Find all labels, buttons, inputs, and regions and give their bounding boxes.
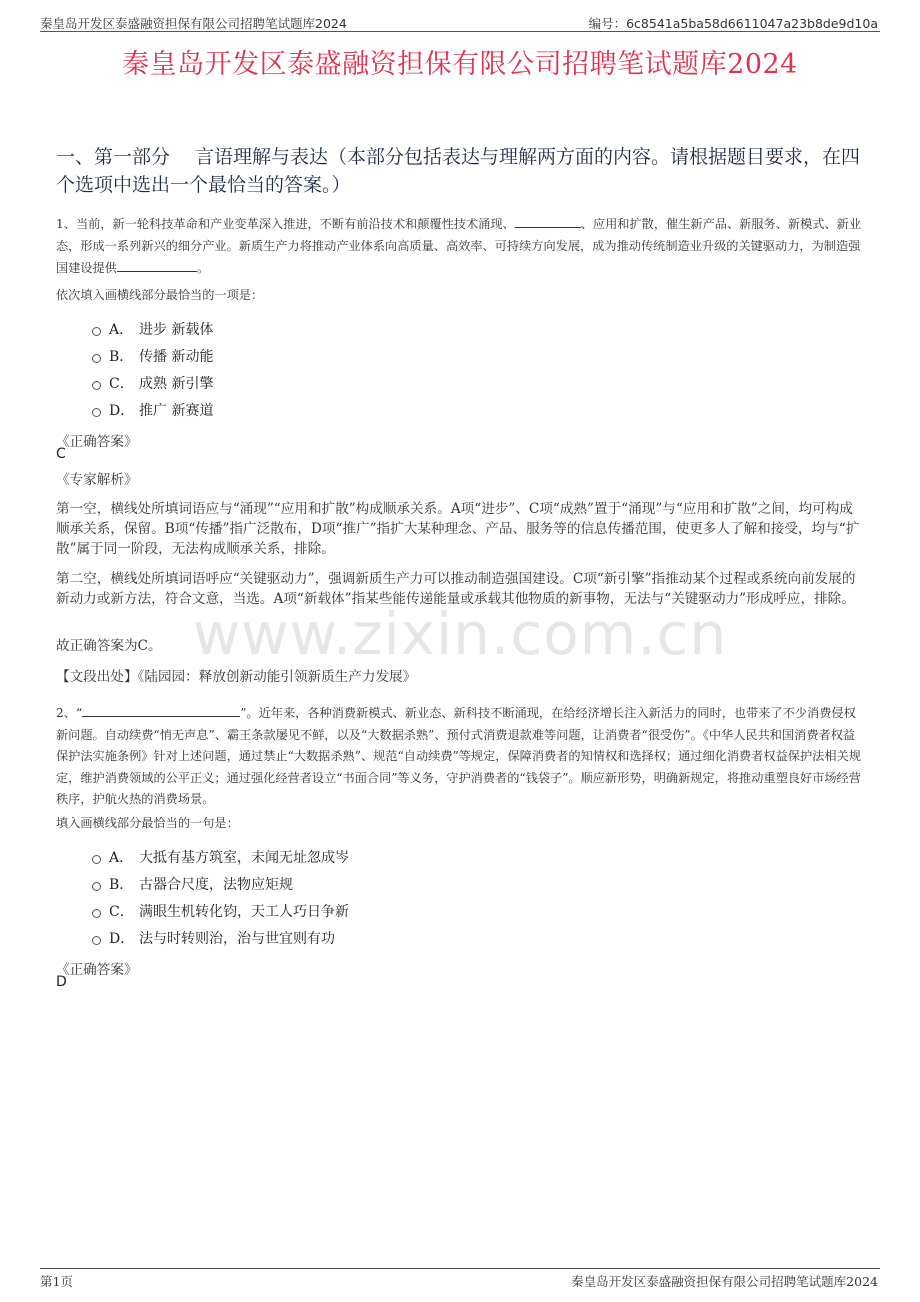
option-letter: C． [109, 375, 134, 392]
question-2-text-part-b: ”。近年来，各种消费新模式、新业态、新科技不断涌现，在给经济增长注入新活力的同时，也带来了不少消费侵权新问题。自动续费“悄无声息”、霸王条款屡见不鲜，以及“大数据杀熟”、预付式消费退款难等问题，让消费者“很受伤”。《中华人民共和国消费者权益保护法实施条例》针对上述问题，通过禁止“大数据杀熟”、规范“自动续费”等规定，保障消费者的知情权和选择权；通过细化消费者权益保护法相关规定，维护消费领域的公平正义；通过强化经营者设立“书面合同”等义务，守护消费者的“钱袋子”。顺应新形势，明确新规定，将推动重塑良好市场经营秩序，护航火热的消费场景。 [56, 706, 861, 806]
option-letter: B． [109, 348, 134, 365]
page-title: 秦皇岛开发区泰盛融资担保有限公司招聘笔试题库2024 [122, 49, 798, 80]
question-2-option-a[interactable] [92, 843, 349, 870]
option-text: 大抵有基方筑室，未闻无址忽成岑 [139, 849, 349, 866]
header-doc-title: 秦皇岛开发区泰盛融资担保有限公司招聘笔试题库2024 [40, 16, 347, 31]
option-text: 进步 新载体 [139, 321, 214, 338]
question-1-answer-label: 《正确答案》 [56, 434, 138, 450]
question-1-conclusion: 故正确答案为C。 [56, 638, 162, 654]
option-letter: A． [109, 321, 134, 338]
option-text: 古器合尺度，法物应矩规 [139, 876, 293, 893]
option-text: 满眼生机转化钧，天工人巧日争新 [139, 903, 349, 920]
question-1-option-d[interactable] [92, 396, 213, 423]
option-text: 法与时转则治，治与世宜则有功 [139, 930, 335, 947]
option-text: 传播 新动能 [139, 348, 214, 365]
option-letter: D． [109, 930, 135, 947]
option-text: 成熟 新引擎 [139, 375, 214, 392]
question-1-blank-2 [117, 257, 197, 272]
radio-icon[interactable] [92, 909, 101, 918]
radio-icon[interactable] [92, 381, 101, 390]
question-1-text-part-a: 1、当前，新一轮科技革命和产业变革深入推进，不断有前沿技术和颠覆性技术涌现、 [56, 217, 515, 231]
question-2-blank [82, 702, 240, 717]
question-1-instruction: 依次填入画横线部分最恰当的一项是： [56, 288, 264, 302]
question-2-answer-label: 《正确答案》 [56, 962, 138, 978]
radio-icon[interactable] [92, 936, 101, 945]
question-1-options [92, 315, 213, 423]
question-1-text [56, 213, 864, 280]
question-1-source: 【文段出处】《陆园园：释放创新动能引领新质生产力发展》 [56, 669, 417, 685]
radio-icon[interactable] [92, 327, 101, 336]
option-letter: D． [109, 402, 135, 419]
option-letter: A． [109, 849, 134, 866]
question-2-option-c[interactable] [92, 897, 349, 924]
question-1-option-c[interactable] [92, 369, 213, 396]
footer-doc-title: 秦皇岛开发区泰盛融资担保有限公司招聘笔试题库2024 [571, 1274, 878, 1289]
footer-page-number: 第1页 [40, 1274, 73, 1289]
radio-icon[interactable] [92, 354, 101, 363]
section-heading: 一、第一部分 言语理解与表达（本部分包括表达与理解两方面的内容。请根据题目要求，在四个选项中选出一个最恰当的答案。） [56, 146, 861, 196]
question-1-text-part-b: 、应用和扩散，催生新产品、新服务、新模式、新业态，形成一系列新兴的细分产业。新质生产力将推动产业体系向高质量、高效率、可持续方向发展，成为推动传统制造业升级的关键驱动力，为制造强国建设提供 [56, 217, 862, 275]
question-1-option-a[interactable] [92, 315, 213, 342]
header-doc-id: 编号：6c8541a5ba58d6611047a23b8de9d10a [588, 16, 878, 31]
question-1-analysis-1: 第一空，横线处所填词语应与“涌现”“应用和扩散”构成顺承关系。A项“进步”、C项“成熟”置于“涌现”与“应用和扩散”之间，均可构成顺承关系，保留。B项“传播”指广泛散布，D项“推广”指扩大某种理念、产品、服务等的信息传播范围，使更多人了解和接受，均与“扩散”属于同一阶段，无法构成顺承关系，排除。 [56, 501, 860, 557]
question-1-option-b[interactable] [92, 342, 213, 369]
page-header [0, 0, 920, 30]
question-2-option-d[interactable] [92, 924, 349, 951]
footer-divider [40, 1268, 880, 1269]
option-letter: B． [109, 876, 134, 893]
watermark: www.zixin.com.cn [192, 600, 728, 668]
radio-icon[interactable] [92, 882, 101, 891]
question-1-analysis-2: 第二空，横线处所填词语呼应“关键驱动力”，强调新质生产力可以推动制造强国建设。C项“新引擎”指推动某个过程或系统向前发展的新动力或新方法，符合文意，当选。A项“新载体”指某些能传递能量或承载其他物质的新事物，无法与“关键驱动力”形成呼应，排除。 [56, 571, 856, 607]
header-divider [40, 31, 880, 32]
question-1-answer: C [56, 446, 66, 462]
question-2-option-b[interactable] [92, 870, 349, 897]
question-2-text [56, 702, 864, 811]
question-1-blank-1 [515, 213, 581, 228]
question-2-instruction: 填入画横线部分最恰当的一句是： [56, 816, 239, 830]
question-2-text-part-a: 2、“ [56, 706, 83, 720]
option-text: 推广 新赛道 [139, 402, 214, 419]
question-1-analysis-label: 《专家解析》 [56, 472, 138, 488]
radio-icon[interactable] [92, 408, 101, 417]
question-2-options [92, 843, 349, 951]
question-2-answer: D [56, 974, 67, 990]
radio-icon[interactable] [92, 855, 101, 864]
option-letter: C． [109, 903, 134, 920]
question-1-text-part-c: 。 [196, 261, 210, 275]
